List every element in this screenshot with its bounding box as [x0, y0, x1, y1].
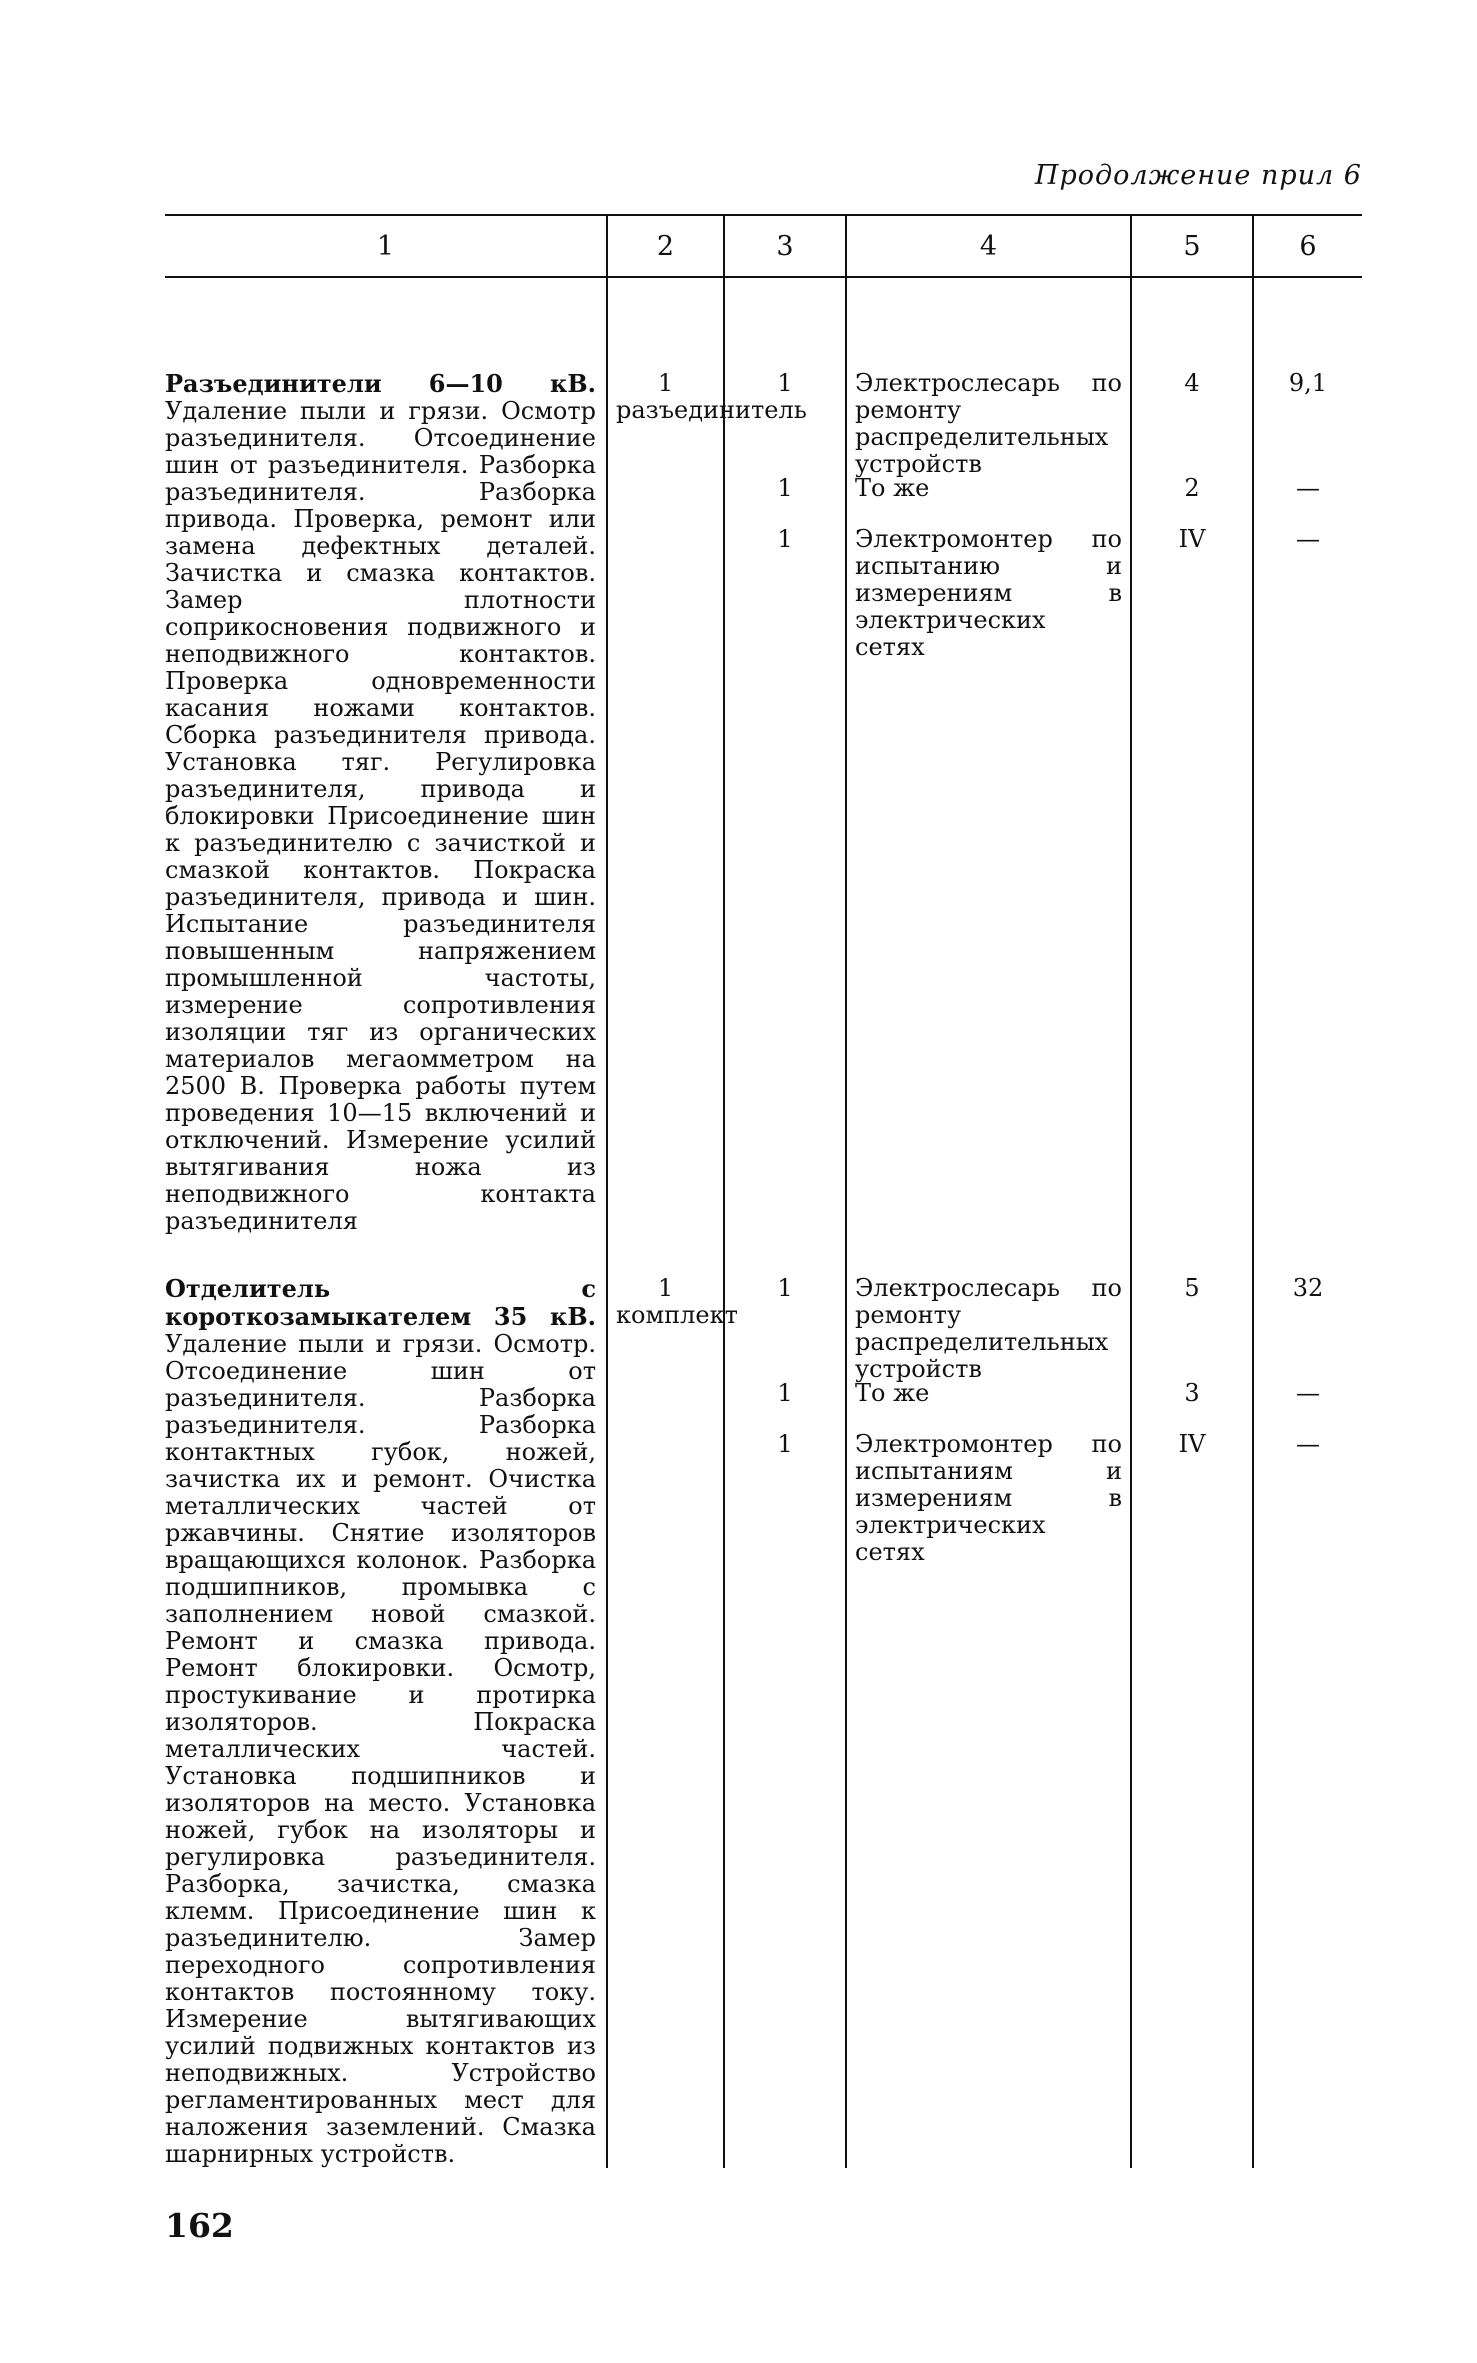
page-header: Продолжение прил 6	[1034, 160, 1362, 191]
profession-cell: Электрослесарь по ремонту распределительных устройств То же Электромонтер по испытаниям и измерениям в электрических сетях	[846, 1235, 1131, 2168]
column-header: 1	[165, 215, 607, 277]
table-row	[165, 277, 1362, 1235]
equipment-title: Отделитель с короткозамыкателем 35 кВ.	[165, 1274, 596, 1331]
work-description	[165, 277, 607, 1235]
column-header: 3	[724, 215, 846, 277]
grade-cell: 5 3 IV	[1131, 1235, 1253, 2168]
profession-cell: Электрослесарь по ремонту распределительных устройств То же Электромонтер по испытанию и измерениям в электрических сетях	[846, 277, 1131, 1235]
equipment-title: Разъединители 6—10 кВ.	[165, 369, 596, 398]
table-header-row	[165, 215, 1362, 277]
count-cell: 1 1 1	[724, 1235, 846, 2168]
work-steps: Удаление пыли и грязи. Осмотр. Отсоединение шин от разъединителя. Разборка разъединителя. Разборка контактных губок, ножей, зачистка их и ремонт. Очистка металлических частей от ржавчины. Снятие изоляторов вращающихся колонок. Разборка подшипников, промывка с заполнением новой смазкой. Ремонт и смазка привода. Ремонт блокировки. Осмотр, простукивание и протирка изоляторов. Покраска металлических частей. Установка подшипников и изоляторов на место. Установка ножей, губок на изоляторы и регулировка разъединителя. Разборка, зачистка, смазка клемм. Присоединение шин к разъединителю. Замер переходного сопротивления контактов постоянному току. Измерение вытягивающих усилий подвижных контактов из неподвижных. Устройство регламентированных мест для наложения заземлений. Смазка шарнирных устройств.	[165, 1330, 596, 2168]
column-header: 5	[1131, 215, 1253, 277]
work-table	[165, 214, 1362, 2168]
unit-cell: 1 комплект	[607, 1235, 724, 2168]
unit-cell: 1 разъединитель	[607, 277, 724, 1235]
column-header: 2	[607, 215, 724, 277]
work-description	[165, 1235, 607, 2168]
grade-cell: 4 2 IV	[1131, 277, 1253, 1235]
column-header: 4	[846, 215, 1131, 277]
table-row	[165, 1235, 1362, 2168]
column-header: 6	[1253, 215, 1362, 277]
page-number: 162	[165, 2206, 234, 2245]
count-cell: 1 1 1	[724, 277, 846, 1235]
norm-cell: 9,1 — —	[1253, 277, 1362, 1235]
work-steps: Удаление пыли и грязи. Осмотр разъединителя. Отсоединение шин от разъединителя. Разборка разъединителя. Разборка привода. Проверка, ремонт или замена дефектных деталей. Зачистка и смазка контактов. Замер плотности соприкосновения подвижного и неподвижного контактов. Проверка одновременности касания ножами контактов. Сборка разъединителя привода. Установка тяг. Регулировка разъединителя, привода и блокировки Присоединение шин к разъединителю с зачисткой и смазкой контактов. Покраска разъединителя, привода и шин. Испытание разъединителя повышенным напряжением промышленной частоты, измерение сопротивления изоляции тяг из органических материалов мегаомметром на 2500 В. Проверка работы путем проведения 10—15 включений и отключений. Измерение усилий вытягивания ножа из неподвижного контакта разъединителя	[165, 397, 596, 1235]
norm-cell: 32 — —	[1253, 1235, 1362, 2168]
